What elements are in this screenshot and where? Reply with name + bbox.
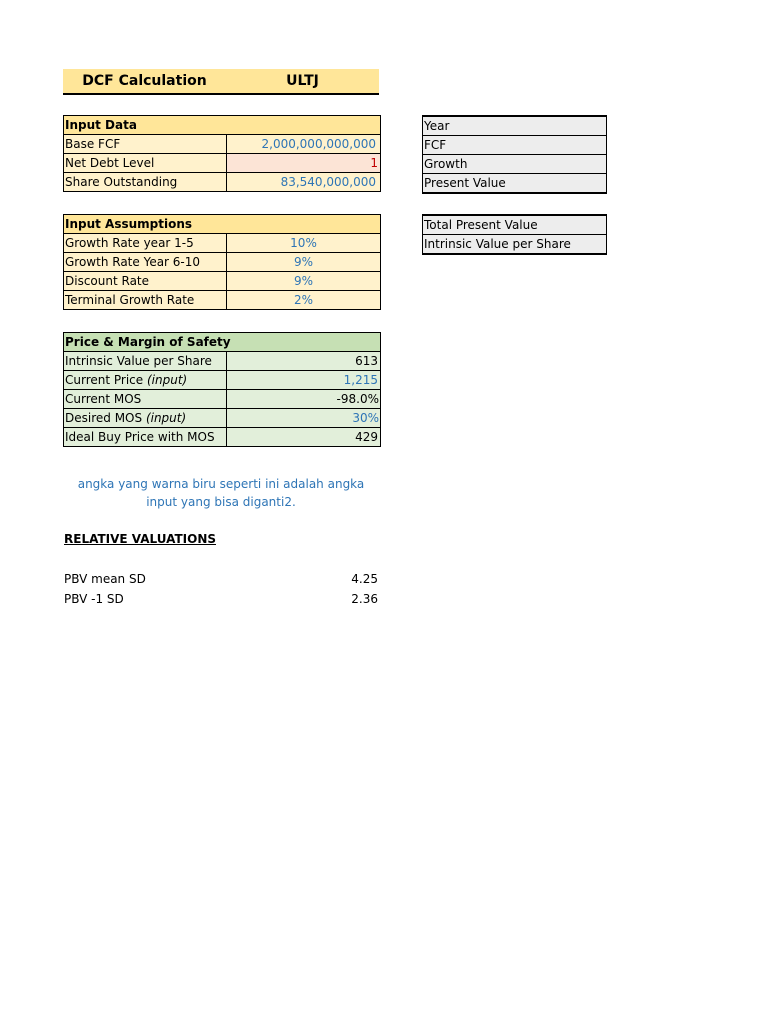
table-row <box>423 174 607 194</box>
growth-6-10-input[interactable]: 9% <box>227 253 381 272</box>
table-row <box>64 173 381 192</box>
intrinsic-value-output: 613 <box>227 352 381 371</box>
input-assumptions-header: Input Assumptions <box>64 215 381 234</box>
table-row <box>423 155 607 174</box>
desired-mos-input[interactable]: 30% <box>227 409 381 428</box>
current-mos-output: -98.0% <box>227 390 381 409</box>
growth-1-5-input[interactable]: 10% <box>227 234 381 253</box>
growth-1-5-label: Growth Rate year 1-5 <box>64 234 227 253</box>
ideal-buy-price-output: 429 <box>227 428 381 447</box>
list-item <box>64 570 378 588</box>
current-price-input[interactable]: 1,215 <box>227 371 381 390</box>
table-row <box>423 215 607 235</box>
table-row <box>64 154 381 173</box>
relative-valuations-title: RELATIVE VALUATIONS <box>64 532 216 546</box>
table-row <box>64 272 381 291</box>
terminal-growth-label: Terminal Growth Rate <box>64 291 227 310</box>
valuation-summary-table <box>422 214 607 255</box>
share-outstanding-input[interactable]: 83,540,000,000 <box>227 173 381 192</box>
pbv-minus-1sd-value: 2.36 <box>351 592 378 606</box>
price-mos-table <box>63 332 381 447</box>
input-data-table <box>63 115 381 192</box>
growth-label: Growth <box>423 155 607 174</box>
input-assumptions-table <box>63 214 381 310</box>
fcf-label: FCF <box>423 136 607 155</box>
table-row <box>64 234 381 253</box>
pbv-mean-value: 4.25 <box>351 572 378 586</box>
input-color-note: angka yang warna biru seperti ini adalah angka input yang bisa diganti2. <box>77 477 365 509</box>
terminal-growth-input[interactable]: 2% <box>227 291 381 310</box>
table-row <box>64 291 381 310</box>
current-mos-label: Current MOS <box>64 390 227 409</box>
projection-table <box>422 115 607 194</box>
current-price-label: Current Price (input) <box>64 371 227 390</box>
net-debt-label: Net Debt Level <box>64 154 227 173</box>
year-label: Year <box>423 116 607 136</box>
list-item <box>64 590 378 608</box>
table-row <box>423 136 607 155</box>
input-data-header: Input Data <box>64 116 381 135</box>
total-present-value-label: Total Present Value <box>423 215 607 235</box>
table-row <box>64 390 381 409</box>
discount-rate-label: Discount Rate <box>64 272 227 291</box>
share-outstanding-label: Share Outstanding <box>64 173 227 192</box>
present-value-label: Present Value <box>423 174 607 194</box>
base-fcf-input[interactable]: 2,000,000,000,000 <box>227 135 381 154</box>
table-row <box>64 409 381 428</box>
table-row <box>64 352 381 371</box>
intrinsic-value-label: Intrinsic Value per Share <box>64 352 227 371</box>
intrinsic-value-per-share-label: Intrinsic Value per Share <box>423 235 607 255</box>
table-row <box>423 235 607 255</box>
table-row <box>64 135 381 154</box>
pbv-mean-label: PBV mean SD <box>64 572 146 586</box>
ideal-buy-price-label: Ideal Buy Price with MOS <box>64 428 227 447</box>
base-fcf-label: Base FCF <box>64 135 227 154</box>
growth-6-10-label: Growth Rate Year 6-10 <box>64 253 227 272</box>
net-debt-input[interactable]: 1 <box>227 154 381 173</box>
price-mos-header: Price & Margin of Safety <box>64 333 381 352</box>
table-row <box>423 116 607 136</box>
discount-rate-input[interactable]: 9% <box>227 272 381 291</box>
ticker-symbol: ULTJ <box>286 73 319 89</box>
table-row <box>64 253 381 272</box>
dcf-title: DCF Calculation <box>82 73 207 89</box>
desired-mos-label: Desired MOS (input) <box>64 409 227 428</box>
dcf-title-block <box>63 69 379 95</box>
pbv-minus-1sd-label: PBV -1 SD <box>64 592 124 606</box>
table-row <box>64 428 381 447</box>
table-row <box>64 371 381 390</box>
